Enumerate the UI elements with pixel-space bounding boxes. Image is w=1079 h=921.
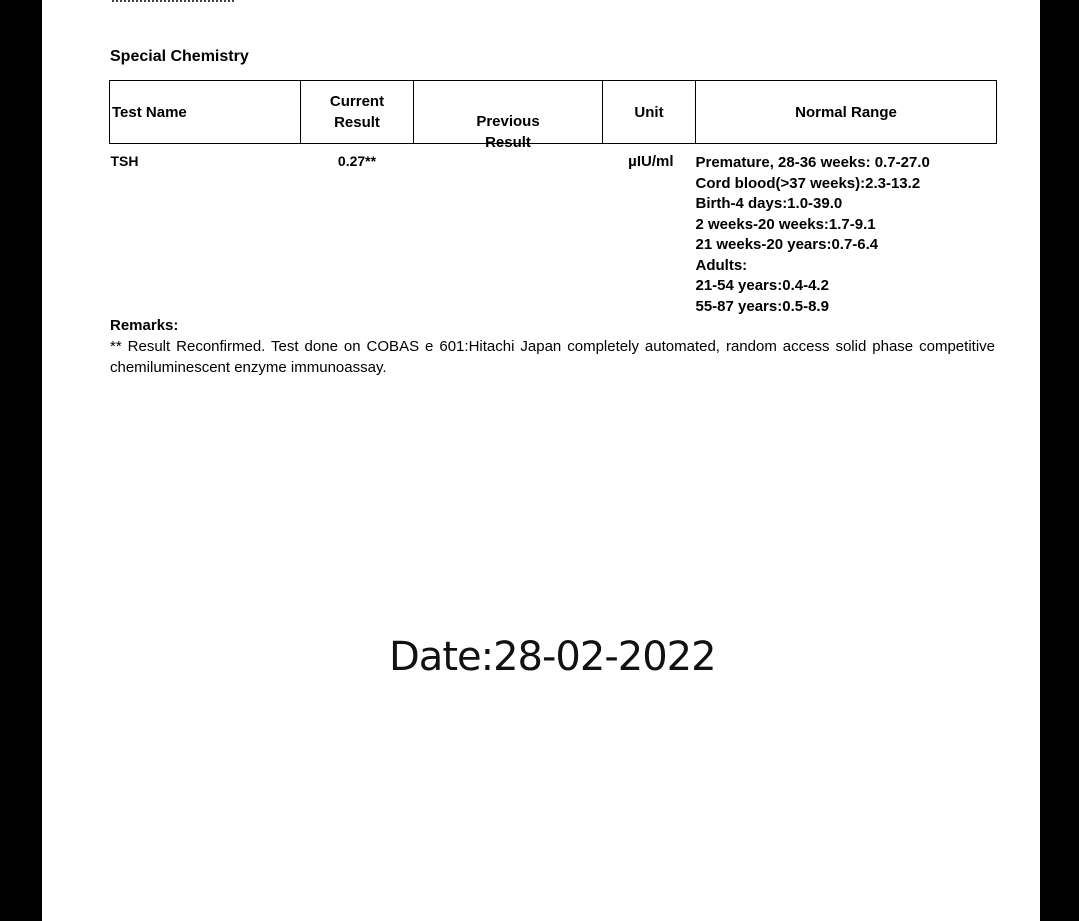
header-current-result — [301, 81, 414, 144]
row-normal-range — [696, 144, 997, 318]
normal-range-line: 21 weeks-20 years:0.7-6.4 — [695, 236, 879, 253]
normal-range-line: Birth-4 days:1.0-39.0 — [695, 195, 843, 212]
header-normal-range: Normal Range — [696, 81, 997, 144]
remarks-title: Remarks: — [110, 317, 179, 334]
header-unit: Unit — [603, 81, 696, 144]
row-unit: µIU/ml — [628, 153, 674, 170]
header-current-result-line1: Current — [329, 93, 385, 110]
date-stamp: Date:28-02-2022 — [389, 634, 716, 680]
remarks-text: ** Result Reconfirmed. Test done on COBAS e 601:Hitachi Japan completely automated, random access solid phase competitive chemiluminescent enzyme immunoassay. — [110, 338, 995, 376]
header-current-result-line2: Result — [334, 114, 380, 131]
report-page — [42, 0, 1040, 921]
results-table — [109, 80, 997, 317]
header-previous-result-line1: Previous — [476, 113, 540, 130]
header-test-name: Test Name — [110, 81, 301, 144]
header-previous-result — [414, 81, 603, 151]
row-test-name: TSH — [110, 153, 139, 169]
cropped-header-remnant — [112, 0, 234, 5]
normal-range-line: Premature, 28-36 weeks: 0.7-27.0 — [695, 154, 930, 171]
table-header-row — [110, 81, 997, 144]
row-previous-result — [414, 144, 603, 318]
row-current-result: 0.27** — [337, 153, 377, 169]
normal-range-line: Adults: — [695, 256, 748, 274]
normal-range-line: 2 weeks-20 weeks:1.7-9.1 — [695, 215, 876, 233]
normal-range-line: 21-54 years:0.4-4.2 — [695, 277, 829, 294]
section-title: Special Chemistry — [110, 48, 249, 65]
header-previous-result-line2: Result — [485, 134, 531, 151]
normal-range-line: 55-87 years:0.5-8.9 — [695, 297, 829, 315]
table-row — [110, 144, 997, 318]
normal-range-line: Cord blood(>37 weeks):2.3-13.2 — [695, 174, 921, 192]
header-previous-result-text — [476, 101, 540, 151]
